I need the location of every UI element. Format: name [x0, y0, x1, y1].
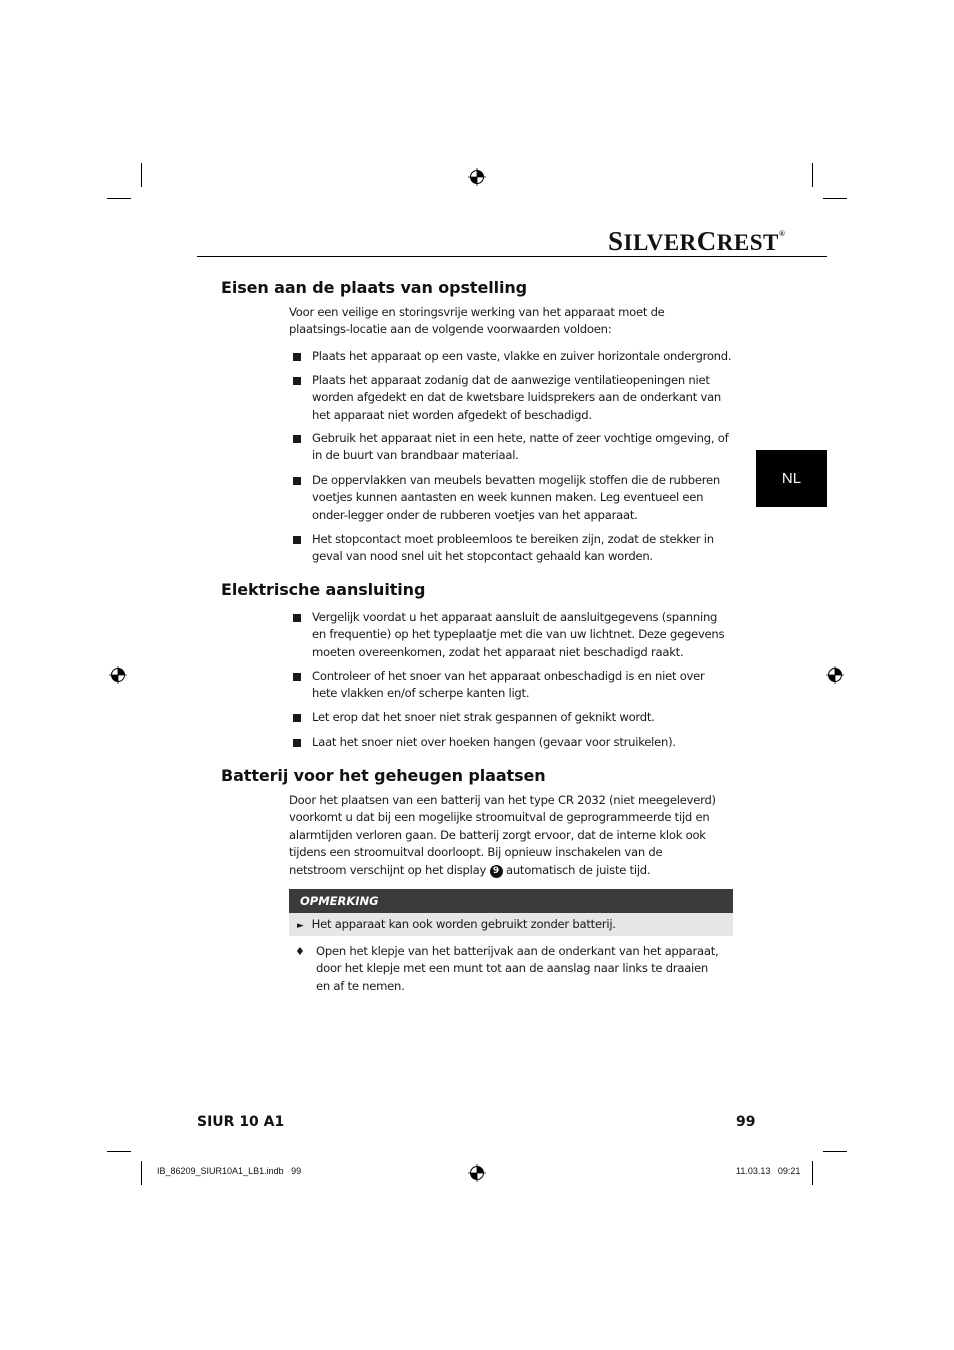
- header-rule: [197, 256, 827, 257]
- crop-mark: [107, 198, 131, 199]
- list-item: Het stopcontact moet probleemloos te bereiken zijn, zodat de stekker in geval van nood snel uit het stopcontact gehaald kan worden.: [293, 531, 733, 566]
- registration-mark-icon: [468, 168, 486, 186]
- crop-mark: [812, 163, 813, 187]
- crop-mark: [823, 198, 847, 199]
- registration-mark-icon: [468, 1164, 486, 1182]
- language-tab: NL: [756, 450, 827, 507]
- crop-mark: [107, 1151, 131, 1152]
- section-title: Eisen aan de plaats van opstelling: [221, 278, 528, 297]
- registration-mark-icon: [826, 666, 844, 684]
- bullet-square-icon: [293, 614, 301, 622]
- bullet-square-icon: [293, 739, 301, 747]
- display-reference-badge: 9: [490, 865, 503, 878]
- bullet-square-icon: [293, 673, 301, 681]
- note-body: ► Het apparaat kan ook worden gebruikt zonder batterij.: [289, 913, 733, 936]
- instruction-step: ♦ Open het klepje van het batterijvak aan de onderkant van het apparaat, door het klepje met een munt tot aan de aanslag naar links te draaien en af te nemen.: [295, 944, 719, 993]
- list-item: Let erop dat het snoer niet strak gespannen of geknikt wordt.: [293, 709, 733, 726]
- bullet-square-icon: [293, 353, 301, 361]
- list-item: Vergelijk voordat u het apparaat aansluit de aansluitgegevens (spanning en frequentie) op het typeplaatje met die van uw lichtnet. Deze gegevens moeten overeenkomen, zodat het apparaat niet beschadigd raakt.: [293, 609, 733, 661]
- list-item: Plaats het apparaat op een vaste, vlakke en zuiver horizontale ondergrond.: [293, 348, 733, 365]
- list-item: Gebruik het apparaat niet in een hete, natte of zeer vochtige omgeving, of in de buurt van brandbaar materiaal.: [293, 430, 733, 465]
- brand-logo: SILVERCREST®: [608, 226, 786, 256]
- section-title: Batterij voor het geheugen plaatsen: [221, 766, 546, 785]
- slug-filename: IB_86209_SIUR10A1_LB1.indb 99: [157, 1166, 302, 1176]
- crop-mark: [812, 1161, 813, 1185]
- crop-mark: [823, 1151, 847, 1152]
- footer-model: SIUR 10 A1: [197, 1114, 285, 1130]
- section-title: Elektrische aansluiting: [221, 580, 426, 599]
- section-intro: Voor een veilige en storingsvrije werking van het apparaat moet de plaatsings-locatie aan de volgende voorwaarden voldoen:: [289, 305, 665, 337]
- bullet-square-icon: [293, 435, 301, 443]
- crop-mark: [141, 1161, 142, 1185]
- list-item: Plaats het apparaat zodanig dat de aanwezige ventilatieopeningen niet worden afgedekt en dat de kwetsbare luidsprekers aan de onderkant van het apparaat niet worden afgedekt of beschadigd.: [293, 372, 733, 424]
- diamond-bullet-icon: ♦: [295, 945, 305, 958]
- bullet-square-icon: [293, 377, 301, 385]
- section-paragraph: Door het plaatsen van een batterij van het type CR 2032 (niet meegeleverd) voorkomt u dat bij een mogelijke stroomuitval de geprogrammeerde tijd en alarmtijden verloren gaan. De batterij zorgt ervoor, dat de interne klok ook tijdens een stroomuitval doorloopt. Bij opnieuw inschakelen van de netstroom verschijnt op het display 9 automatisch de juiste tijd.: [289, 793, 716, 877]
- slug-date: 11.03.13 09:21: [736, 1166, 801, 1176]
- crop-mark: [141, 163, 142, 187]
- bullet-square-icon: [293, 536, 301, 544]
- page-number: 99: [736, 1114, 756, 1130]
- list-item: Laat het snoer niet over hoeken hangen (gevaar voor struikelen).: [293, 734, 733, 751]
- registration-mark-icon: [109, 666, 127, 684]
- bullet-square-icon: [293, 477, 301, 485]
- note-title: OPMERKING: [289, 889, 733, 913]
- arrow-right-icon: ►: [297, 921, 304, 931]
- list-item: Controleer of het snoer van het apparaat onbeschadigd is en niet over hete vlakken en/of scherpe kanten ligt.: [293, 668, 733, 703]
- bullet-square-icon: [293, 714, 301, 722]
- list-item: De oppervlakken van meubels bevatten mogelijk stoffen die de rubberen voetjes kunnen aantasten en week kunnen maken. Leg eventueel een onder-legger onder de rubberen voetjes van het apparaat.: [293, 472, 733, 524]
